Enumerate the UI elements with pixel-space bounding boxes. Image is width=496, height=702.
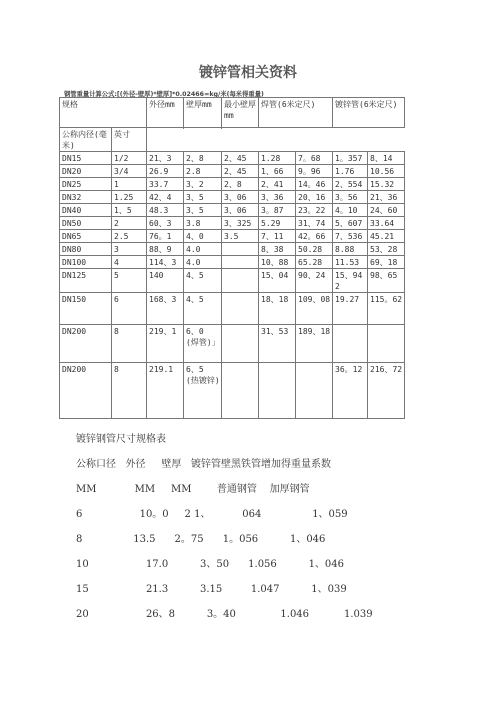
spec-line: 6 10。0 2 1、 064 1、059 [76,509,348,520]
cell-w-root: 90、24 [296,269,333,293]
cell-w-m: 18、18 [259,293,296,325]
cell-inch: 5 [112,269,147,293]
cell-g-m: 3。56 [333,191,368,204]
table-body [60,152,405,325]
table-header-row [60,98,405,128]
wall-value: 6、0 [186,327,204,336]
cell-g-m: 7、536 [333,230,368,243]
cell-wall: 4、0 [184,230,222,243]
cell-g-m: 1。357 [333,152,368,165]
cell-g-root: 45.21 [368,230,405,243]
table-row [60,243,405,256]
cell-inch: 2 [112,217,147,230]
cell-min-wall [222,243,259,256]
table-row [60,269,405,293]
cell-inch: 1/2 [112,152,147,165]
cell-inch: 1、5 [112,204,147,217]
cell-min-wall: 3、06 [222,204,259,217]
wall-note: (热镀锌) [186,376,220,385]
cell-dn: DN65 [60,230,112,243]
cell-min-wall [222,269,259,293]
spec-line: MM MM MM 普通钢管 加厚钢管 [76,484,310,495]
cell-w-m: 1.28 [259,152,296,165]
table-row [60,256,405,269]
cell-w-root: 109、08 [296,293,333,325]
spec-line: 15 21.3 3.15 1.047 1、039 [76,584,347,595]
page-title: 镀锌管相关资料 [199,65,297,81]
cell-w-m [259,363,296,419]
cell-inch: 8 [112,363,147,419]
cell-wall: 3、5 [184,191,222,204]
cell-od: 48.3 [147,204,184,217]
cell-g-m: 11.53 [333,256,368,269]
table-row [60,217,405,230]
cell-w-root: 65.28 [296,256,333,269]
cell-min-wall: 2、45 [222,165,259,178]
cell-w-root: 23。22 [296,204,333,217]
cell-od: 42、4 [147,191,184,204]
cell-w-root: 189、18 [296,325,333,363]
cell-w-m: 31、53 [259,325,296,363]
cell-min-wall: 3、325 [222,217,259,230]
cell-inch: 3 [112,243,147,256]
cell-min-wall [222,293,259,325]
cell-w-root: 50.28 [296,243,333,256]
header-min-wall: 最小壁厚mm [222,98,259,128]
cell-od: 26.9 [147,165,184,178]
cell-od: 33.7 [147,178,184,191]
cell-od: 140 [147,269,184,293]
cell-wall [184,325,222,363]
cell-g-root: 69、18 [368,256,405,269]
cell-dn: DN50 [60,217,112,230]
cell-g-root [368,325,405,363]
cell-g-m: 19.27 [333,293,368,325]
cell-g-root: 98、65 [368,269,405,293]
cell-dn: DN125 [60,269,112,293]
cell-g-root: 115。62 [368,293,405,325]
cell-w-m: 2、41 [259,178,296,191]
header-inch: 英寸 [112,128,147,152]
table-row-dn200-galv [60,363,405,419]
cell-od: 60、3 [147,217,184,230]
wall-value: 6、5 [186,365,204,374]
cell-dn: DN32 [60,191,112,204]
table-row [60,152,405,165]
header-welded: 焊管(6米定尺) [259,98,333,128]
cell-od: 168、3 [147,293,184,325]
cell-min-wall: 2、45 [222,152,259,165]
cell-dn: DN80 [60,243,112,256]
cell-w-root: 20、16 [296,191,333,204]
table-row [60,178,405,191]
cell-od: 219、1 [147,325,184,363]
cell-g-root: 24、60 [368,204,405,217]
cell-dn: DN200 [60,325,112,363]
spec-line: 20 26、8 3。40 1.046 1.039 [76,609,373,620]
cell-g-m: 2、554 [333,178,368,191]
cell-g-root: 21、36 [368,191,405,204]
cell-inch: 6 [112,293,147,325]
cell-min-wall [222,256,259,269]
cell-wall: 3、2 [184,178,222,191]
cell-w-m: 5.29 [259,217,296,230]
cell-inch: 2.5 [112,230,147,243]
cell-inch: 8 [112,325,147,363]
cell-w-root: 14。46 [296,178,333,191]
cell-od: 76。1 [147,230,184,243]
cell-g-root: 10.56 [368,165,405,178]
cell-min-wall [222,325,259,363]
cell-od: 219.1 [147,363,184,419]
table-row [60,204,405,217]
cell-wall: 4、5 [184,293,222,325]
cell-w-root: 42。66 [296,230,333,243]
cell-w-m: 10、88 [259,256,296,269]
cell-w-m: 3。87 [259,204,296,217]
cell-wall: 4.0 [184,256,222,269]
table-row [60,230,405,243]
cell-min-wall [222,363,259,419]
wall-note: (焊管)」 [186,338,220,347]
cell-g-root: 15.32 [368,178,405,191]
cell-g-root: 53、28 [368,243,405,256]
cell-od: 88、9 [147,243,184,256]
table-row [60,293,405,325]
cell-w-root: 31、74 [296,217,333,230]
cell-g-root: 8、14 [368,152,405,165]
cell-g-m: 8.88 [333,243,368,256]
cell-w-root [296,363,333,419]
cell-wall: 2、8 [184,152,222,165]
spec-table [59,97,405,419]
cell-w-m: 7、11 [259,230,296,243]
header-spec: 规格 [60,98,147,128]
cell-w-m: 15、04 [259,269,296,293]
weight-formula: 钢管重量计算公式:[(外径-壁厚)*壁厚]*0.02466=kg/米(每米得重量) [64,91,264,98]
cell-od: 114、3 [147,256,184,269]
cell-g-m: 15、942 [333,269,368,293]
cell-inch: 1 [112,178,147,191]
cell-inch: 1.25 [112,191,147,204]
header-galv: 镀锌管(6米定尺) [333,98,405,128]
header-od: 外径mm [147,98,184,128]
spec-line: 公称口径 外径 壁厚 镀锌管壁黑铁管增加得重量系数 [76,459,331,470]
cell-g-m [333,325,368,363]
cell-g-m: 5、607 [333,217,368,230]
cell-dn: DN15 [60,152,112,165]
cell-dn: DN100 [60,256,112,269]
header-wall: 壁厚mm [184,98,222,128]
cell-dn: DN20 [60,165,112,178]
cell-w-m: 3、36 [259,191,296,204]
cell-min-wall: 3、06 [222,191,259,204]
cell-od: 21、3 [147,152,184,165]
cell-wall: 2.8 [184,165,222,178]
cell-dn: DN40 [60,204,112,217]
cell-wall: 4、5 [184,269,222,293]
cell-dn: DN25 [60,178,112,191]
cell-min-wall: 2、8 [222,178,259,191]
cell-min-wall: 3.5 [222,230,259,243]
cell-w-root: 9。96 [296,165,333,178]
table-row [60,165,405,178]
header-nominal: 公称内径(毫米) [60,128,112,152]
cell-wall: 4.0 [184,243,222,256]
cell-g-m: 1.76 [333,165,368,178]
cell-g-root: 33.64 [368,217,405,230]
spec-line: 10 17.0 3、50 1.056 1、046 [76,559,345,570]
cell-dn: DN150 [60,293,112,325]
table-row-dn200-welded [60,325,405,363]
cell-wall: 3.8 [184,217,222,230]
cell-w-m: 8、38 [259,243,296,256]
cell-wall [184,363,222,419]
section-title: 镀锌钢管尺寸规格表 [76,434,166,445]
cell-dn: DN200 [60,363,112,419]
cell-g-m: 4。10 [333,204,368,217]
table-row [60,191,405,204]
cell-inch: 3/4 [112,165,147,178]
cell-inch: 4 [112,256,147,269]
cell-wall: 3、5 [184,204,222,217]
cell-g-root: 216、72 [368,363,405,419]
cell-g-m: 36。12 [333,363,368,419]
cell-w-m: 1、66 [259,165,296,178]
cell-w-root: 7。68 [296,152,333,165]
spec-line: 8 13.5 2。75 1。056 1、046 [76,534,326,545]
